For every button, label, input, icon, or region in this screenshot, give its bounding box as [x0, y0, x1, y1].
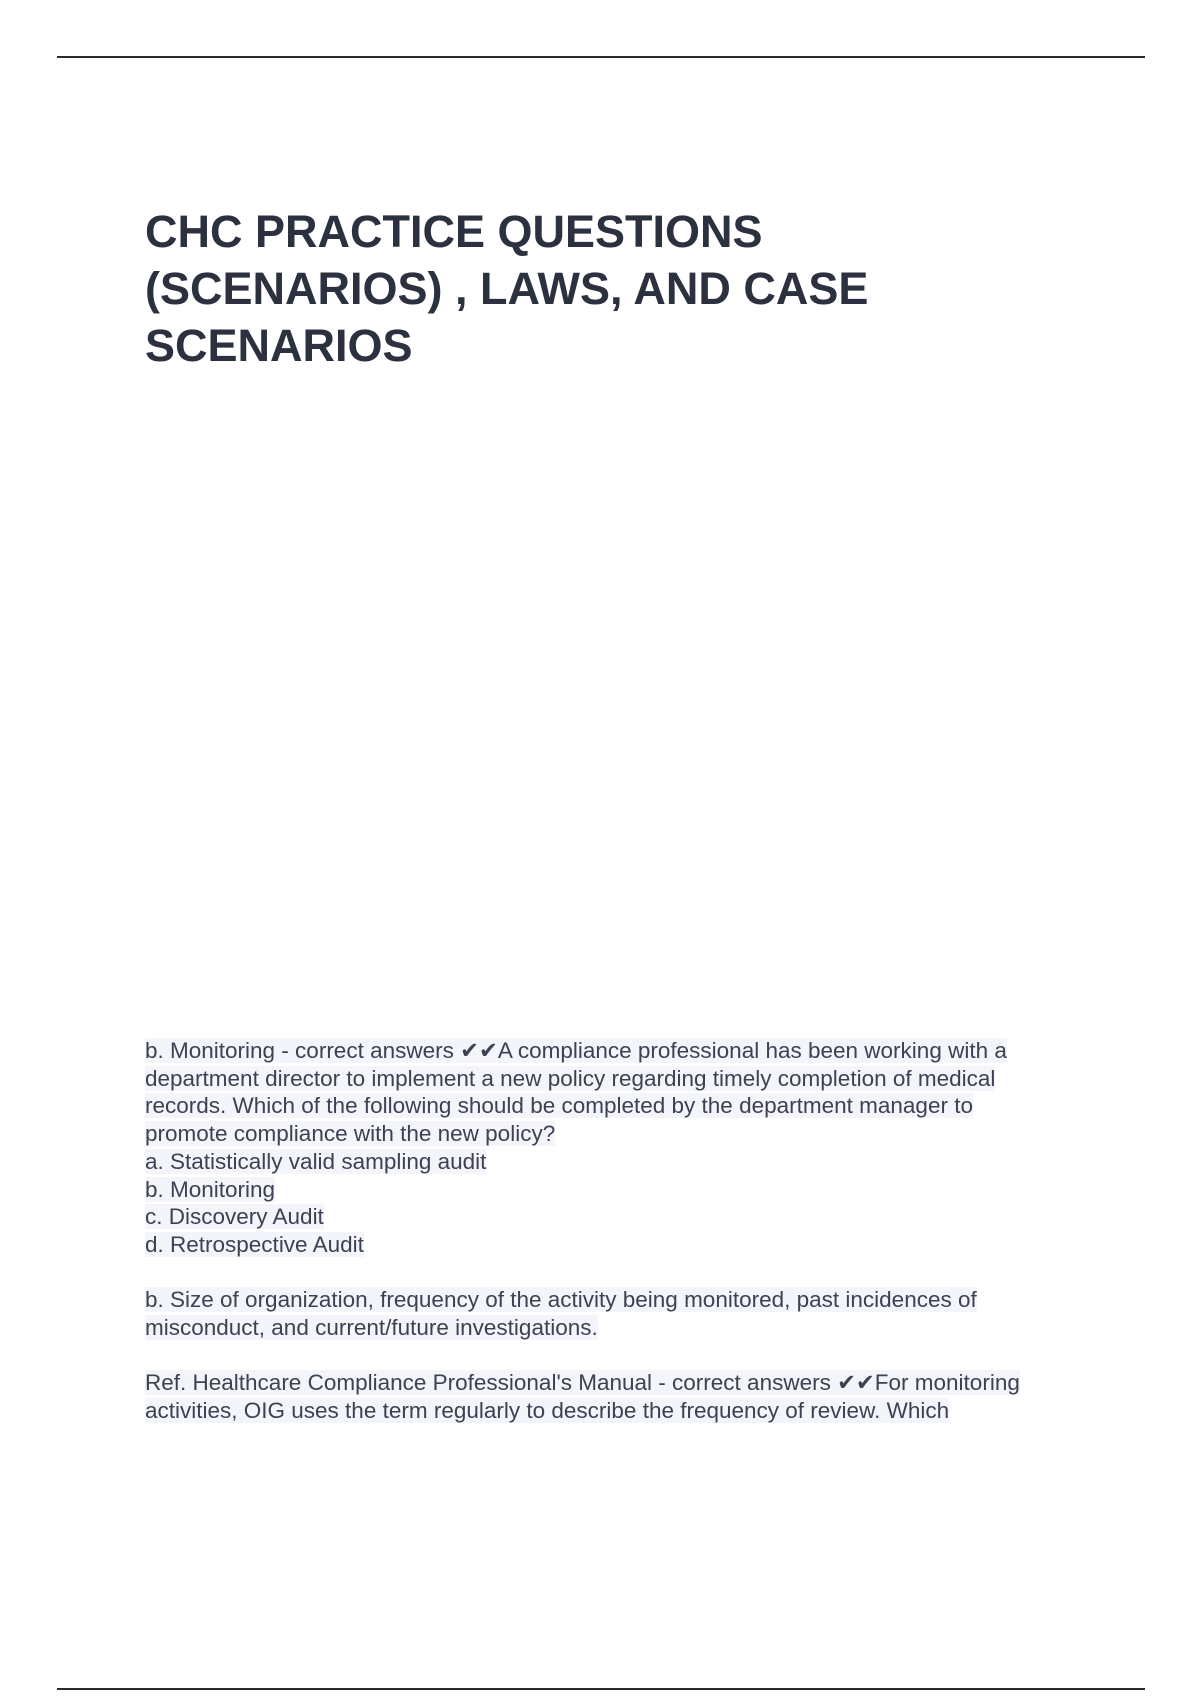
option-b: b. Monitoring [145, 1176, 276, 1202]
option-c: c. Discovery Audit [145, 1204, 324, 1230]
option-d: d. Retrospective Audit [145, 1231, 364, 1257]
title-line: CHC PRACTICE QUESTIONS [145, 206, 763, 257]
text-line: b. Size of organization, frequency of the activity being monitored, past incidences of [145, 1287, 977, 1313]
answer-block-factors [145, 1286, 1095, 1341]
title-line: SCENARIOS [145, 320, 413, 371]
document-body [145, 1037, 1095, 1425]
title-line: (SCENARIOS) , LAWS, AND CASE [145, 263, 869, 314]
text-line: activities, OIG uses the term regularly to describe the frequency of review. Which [145, 1398, 950, 1424]
text-line: department director to implement a new policy regarding timely completion of medical [145, 1065, 996, 1091]
paragraph-gap [145, 1342, 1095, 1370]
question-block-regularly [145, 1369, 1095, 1424]
question-block-monitoring [145, 1037, 1095, 1259]
text-line: promote compliance with the new policy? [145, 1121, 556, 1147]
text-line: Ref. Healthcare Compliance Professional's Manual - correct answers ✔✔For monitoring [145, 1370, 1020, 1396]
header-rule [57, 56, 1145, 58]
text-line: b. Monitoring - correct answers ✔✔A compliance professional has been working with a [145, 1038, 1007, 1063]
paragraph-gap [145, 1259, 1095, 1287]
footer-rule [57, 1688, 1145, 1690]
text-line: misconduct, and current/future investigations. [145, 1315, 598, 1341]
document-title [145, 203, 1095, 374]
text-line: records. Which of the following should be completed by the department manager to [145, 1093, 973, 1119]
option-a: a. Statistically valid sampling audit [145, 1148, 487, 1174]
